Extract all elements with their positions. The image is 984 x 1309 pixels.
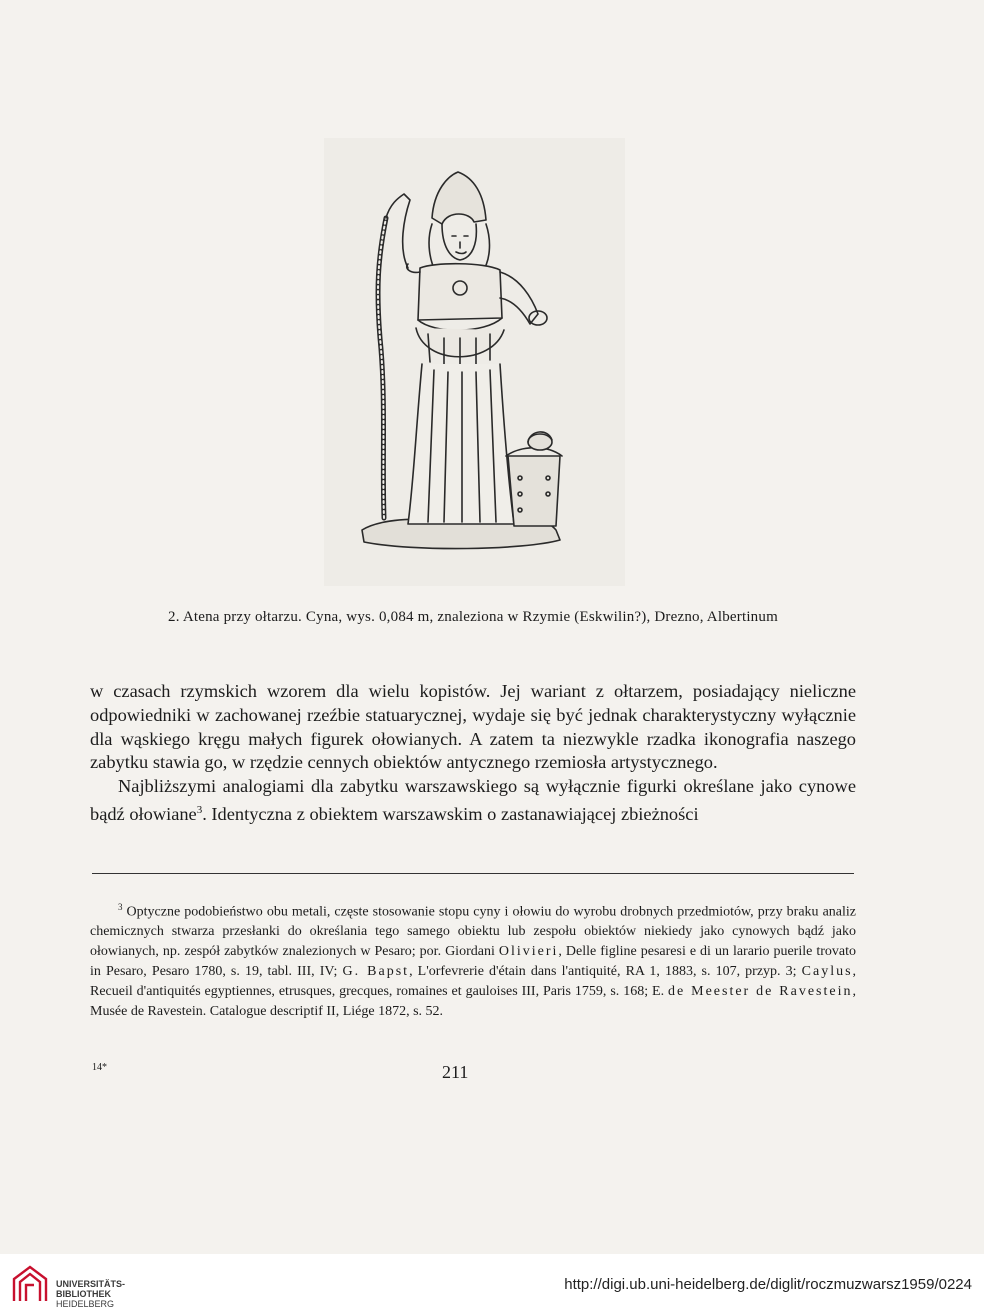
footnote-text: , Recueil d'antiquités egyptiennes, etrusques, grecques, romaines et gauloises III, Paris 1759, s. 168; E.: [90, 964, 857, 999]
page-number: 211: [442, 1062, 469, 1082]
footnote-author: Olivieri: [498, 944, 559, 960]
footnote-marker: 3: [118, 902, 123, 912]
library-name-line: BIBLIOTHEK: [56, 1289, 111, 1299]
permalink-url[interactable]: http://digi.ub.uni-heidelberg.de/diglit/roczmuzwarsz1959/0224: [564, 1276, 972, 1293]
paragraph-text-continued: . Identyczna z obiektem warszawskim o zastanawiającej zbieżności: [202, 804, 699, 825]
library-name[interactable]: [56, 1279, 125, 1309]
footnote: [90, 898, 856, 1021]
footnote-author: Caylus: [801, 964, 853, 980]
main-text: [90, 680, 856, 827]
library-name-line: UNIVERSITÄTS-: [56, 1279, 126, 1289]
athena-figurine-drawing: [324, 138, 625, 586]
paragraph: [90, 775, 856, 827]
footnote-author: de Meester de Ravestein: [668, 983, 853, 999]
footnote-divider: [92, 873, 854, 874]
library-logo-icon[interactable]: [10, 1265, 50, 1303]
footnote-text: , Delle figline pesaresi e di un larario puerile trovato in Pesaro, Pesaro 1780, s. 19, tabl. III, IV;: [90, 944, 856, 980]
library-name-line: HEIDELBERG: [56, 1299, 115, 1309]
figure-caption: 2. Atena przy ołtarzu. Cyna, wys. 0,084 m, znaleziona w Rzymie (Eskwilin?), Drezno, Albertinum: [168, 609, 778, 625]
paragraph: w czasach rzymskich wzorem dla wielu kopistów. Jej wariant z ołtarzem, posiadający nieliczne odpowiedniki w zachowanej rzeźbie statuarycznej, wydaje się być jednak charakterystyczny wyłącznie dla wąskiego kręgu małych figurek ołowianych. A zatem ta niezwykle rzadka ikonografia naszego zabytku stawia go, w rzędzie cennych obiektów antycznego rzemiosła artystycznego.: [90, 681, 856, 773]
signature-mark: 14*: [92, 1062, 107, 1073]
footnote-text: Optyczne podobieństwo obu metali, częste stosowanie stopu cyny i ołowiu do wyrobu drobnych przedmiotów, przy braku analiz chemicznych stwarza przesłanki do określania tego samego obiektu lub zespołu obiektów niekiedy jako cynowych bądź jako ołowianych, np. zespół zabytków znalezionych w Pesaro; por. Giordani: [90, 904, 856, 960]
footnote-reference: 3: [196, 803, 203, 816]
figure-athena-image: [324, 138, 625, 586]
footnote-text: , Musée de Ravestein. Catalogue descriptif II, Liége 1872, s. 52.: [90, 983, 856, 1019]
footnote-text: , L'orfevrerie d'étain dans l'antiquité, RA 1, 1883, s. 107, przyp. 3;: [409, 964, 802, 980]
paragraph-text: Najbliższymi analogiami dla zabytku warszawskiego są wyłącznie figurki określane jako cynowe bądź ołowiane: [90, 776, 856, 825]
footnote-author: G. Bapst: [342, 964, 410, 980]
